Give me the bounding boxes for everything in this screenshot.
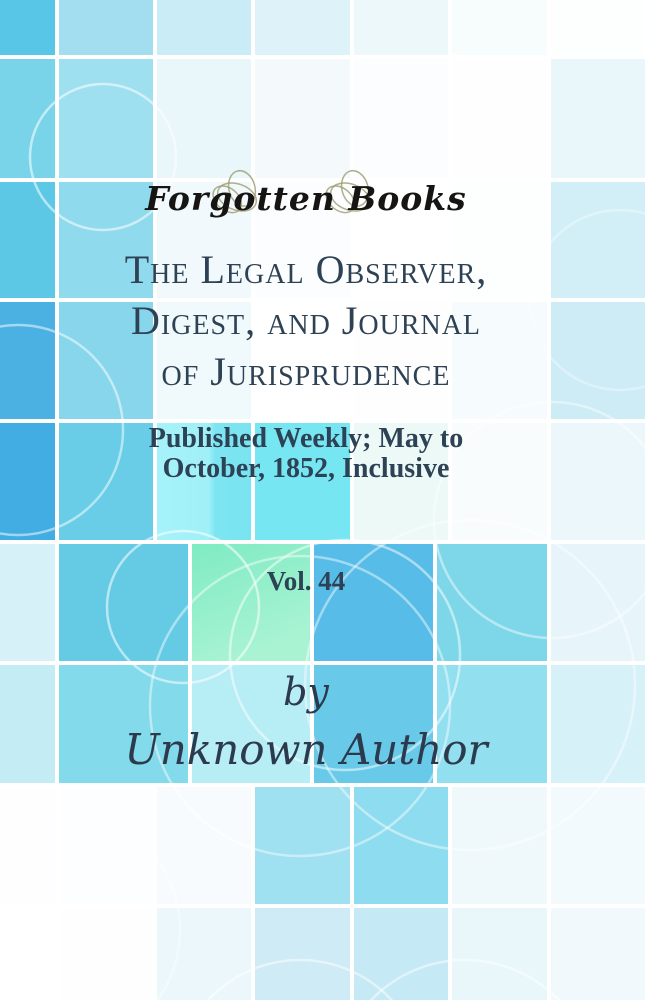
publisher-logo-text: Forgotten Books (145, 179, 467, 218)
title-line-1: The Legal Observer, (124, 247, 488, 292)
subtitle-line-2: October, 1852, Inclusive (162, 453, 450, 484)
book-title (0, 244, 612, 397)
title-line-3: of Jurisprudence (161, 349, 451, 394)
volume-label: Vol. 44 (266, 566, 346, 596)
author-name: Unknown Author (124, 725, 488, 774)
subtitle-line-1: Published Weekly; May to (148, 423, 464, 454)
title-line-2: Digest, and Journal (130, 298, 482, 343)
book-subtitle (0, 424, 612, 484)
publisher-logo (0, 170, 612, 228)
byline-prefix: by (283, 670, 329, 714)
